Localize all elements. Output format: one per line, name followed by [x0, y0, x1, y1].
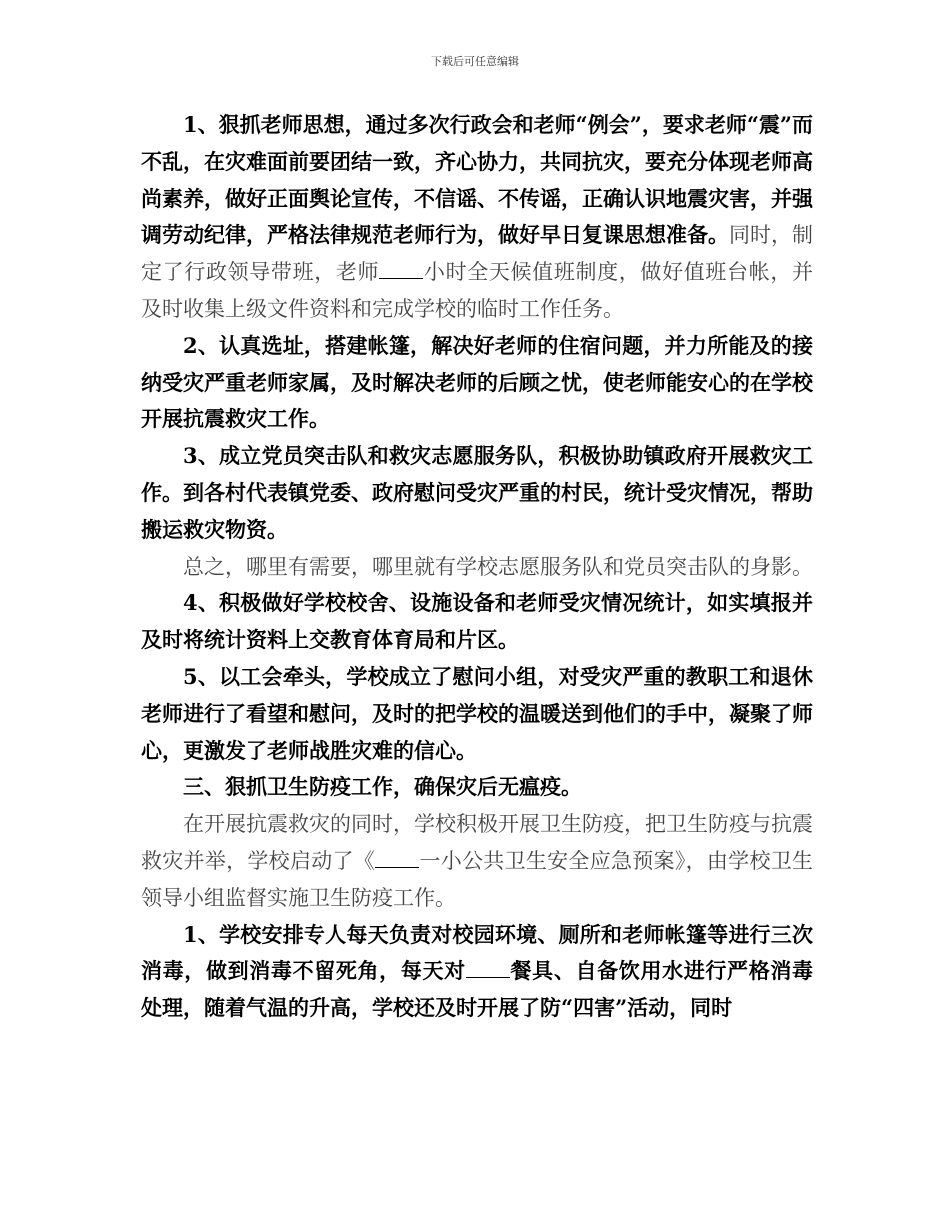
paragraph-text: 1、学校安排专人每天负责对校园环境、厕所和老师帐篷等进行三次消毒，做到消毒不留死角，每天对: [141, 921, 813, 984]
paragraph-epidemic-intro: [141, 806, 813, 916]
fill-blank: [375, 848, 419, 868]
paragraph-text: 同时，制定了行政领导带班，老师: [141, 223, 813, 285]
section-heading-text: 三、狠抓卫生防疫工作，确保灾后无瘟疫。: [183, 774, 582, 800]
paragraph-text: 小时全天候值班制度，做好值班台帐，并及时收集上级文件资料和完成学校的临时工作任务。: [141, 260, 813, 321]
paragraph-text: 一小公共卫生安全应急预案》，由学校卫生领导小组监督实施卫生防疫工作。: [141, 848, 814, 910]
paragraph-volunteer-teams: [141, 438, 813, 548]
paragraph-text: 2、认真选址，搭建帐篷，解决好老师的住宿问题，并力所能及的接纳受灾严重老师家属，及时解决老师的后顾之忧，使老师能安心的在学校开展抗震救灾工作。: [141, 332, 813, 432]
paragraph-text: 4、积极做好学校校舍、设施设备和老师受灾情况统计，如实填报并及时将统计资料上交教育体育局和片区。: [141, 590, 813, 653]
paragraph-text: 5、以工会牵头，学校成立了慰问小组，对受灾严重的教职工和退休老师进行了看望和慰问，及时的把学校的温暖送到他们的手中，凝聚了师心，更激发了老师战胜灾难的信心。: [141, 663, 813, 763]
paragraph-statistics: [141, 585, 813, 659]
paragraph-disinfection: [141, 917, 813, 1027]
fill-blank: [466, 958, 510, 978]
document-body: [141, 107, 813, 1027]
page-header: 下载后可任意编辑: [431, 55, 519, 68]
paragraph-text: 1、狠抓老师思想，通过多次行政会和老师“例会”，要求老师“震”而不乱，在灾难面前要团结一致，齐心协力，共同抗灾，要充分体现老师高尚素养，做好正面舆论宣传，不信谣、不传谣，正确认识地震灾害，并强调劳动纪律，严格法律规范老师行为，做好早日复课思想准备。: [141, 112, 813, 248]
section-heading-epidemic: [141, 769, 813, 806]
paragraph-text: 在开展抗震救灾的同时，学校积极开展卫生防疫，把卫生防疫与抗震救灾并举，学校启动了《: [141, 812, 813, 873]
paragraph-summary: [141, 549, 813, 586]
fill-blank: [379, 259, 423, 279]
paragraph-text: 餐具、自备饮用水进行严格消毒处理，随着气温的升高，学校还及时开展了防“四害”活动，同时: [141, 958, 814, 1021]
paragraph-tents: [141, 328, 813, 438]
paragraph-condolence: [141, 659, 813, 769]
paragraph-text: 总之，哪里有需要，哪里就有学校志愿服务队和党员突击队的身影。: [183, 554, 813, 579]
paragraph-text: 3、成立党员突击队和救灾志愿服务队，积极协助镇政府开展救灾工作。到各村代表镇党委、政府慰问受灾严重的村民，统计受灾情况，帮助搬运救灾物资。: [141, 443, 813, 542]
paragraph-teacher-thoughts: [141, 107, 813, 328]
